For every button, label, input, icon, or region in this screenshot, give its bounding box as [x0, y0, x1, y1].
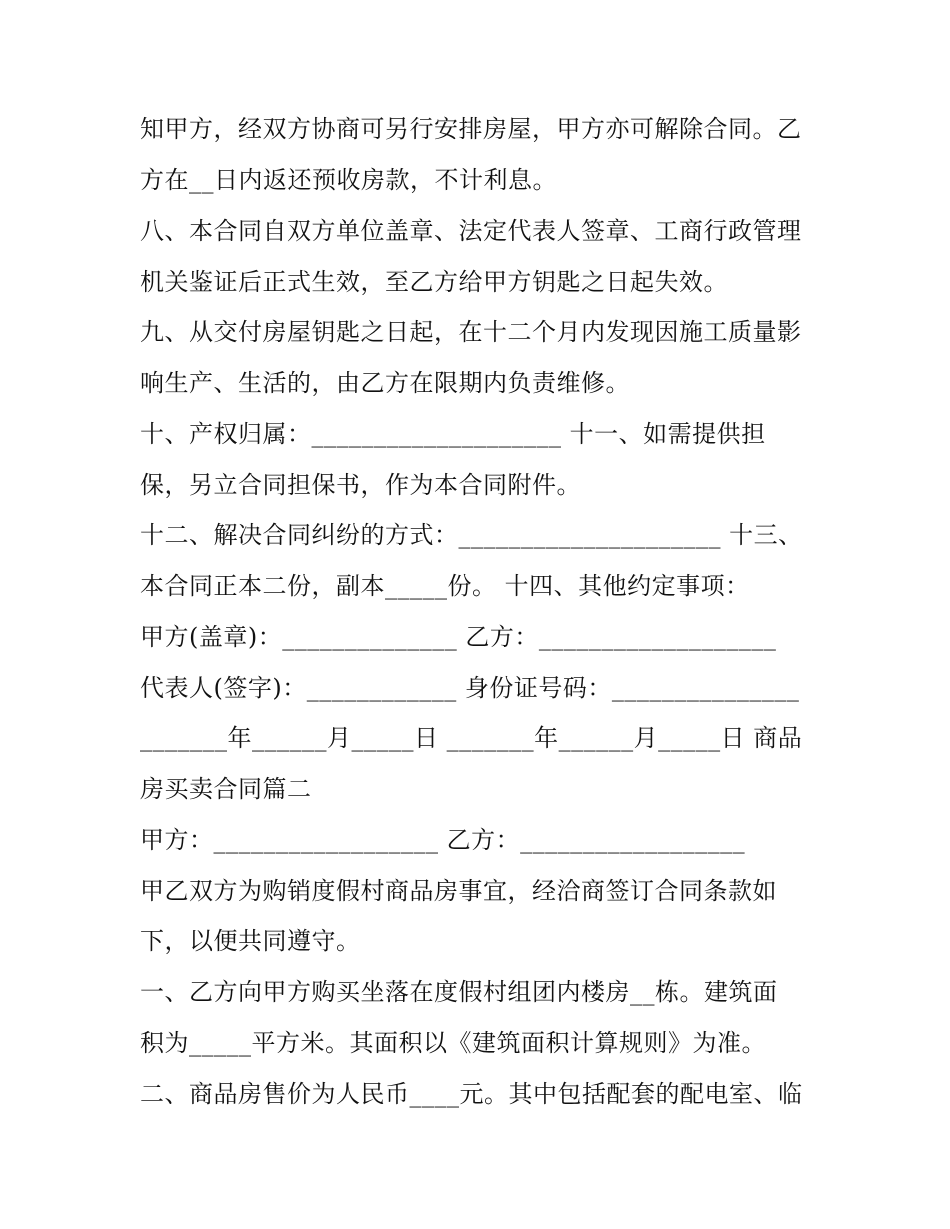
text-line: 甲方：__________________ 乙方：__________________ — [140, 826, 746, 854]
text-line: 八、本合同自双方单位盖章、法定代表人签章、工商行政管理 — [140, 217, 802, 245]
text-line: 十、产权归属：____________________ 十一、如需提供担 — [140, 420, 766, 448]
text-line: 九、从交付房屋钥匙之日起，在十二个月内发现因施工质量影 — [140, 318, 802, 346]
text-line: 方在__日内返还预收房款，不计利息。 — [140, 166, 557, 194]
text-line: 二、商品房售价为人民币____元。其中包括配套的配电室、临 — [140, 1080, 803, 1108]
text-line: 知甲方，经双方协商可另行安排房屋，甲方亦可解除合同。乙 — [140, 115, 802, 143]
text-line: 一、乙方向甲方购买坐落在度假村组团内楼房__栋。建筑面 — [140, 978, 778, 1006]
text-line: 机关鉴证后正式生效，至乙方给甲方钥匙之日起失效。 — [140, 268, 728, 296]
text-line: 本合同正本二份，副本_____份。 十四、其他约定事项： — [140, 572, 750, 600]
text-line: 十二、解决合同纠纷的方式：_____________________ 十三、 — [140, 521, 803, 549]
text-line: 代表人(签字)：____________ 身份证号码：_______________ — [140, 674, 800, 702]
text-line: 响生产、生活的，由乙方在限期内负责维修。 — [140, 369, 630, 397]
text-line: 甲乙双方为购销度假村商品房事宜，经洽商签订合同条款如 — [140, 877, 777, 905]
text-line: 下，以便共同遵守。 — [140, 927, 361, 955]
text-line: _______年______月_____日 _______年______月_____日 商品 — [140, 724, 803, 752]
text-line: 积为_____平方米。其面积以《建筑面积计算规则》为准。 — [140, 1029, 766, 1057]
text-line: 甲方(盖章)：______________ 乙方：___________________ — [140, 623, 777, 651]
text-line: 房买卖合同篇二 — [140, 775, 312, 803]
text-line: 保，另立合同担保书，作为本合同附件。 — [140, 471, 581, 499]
